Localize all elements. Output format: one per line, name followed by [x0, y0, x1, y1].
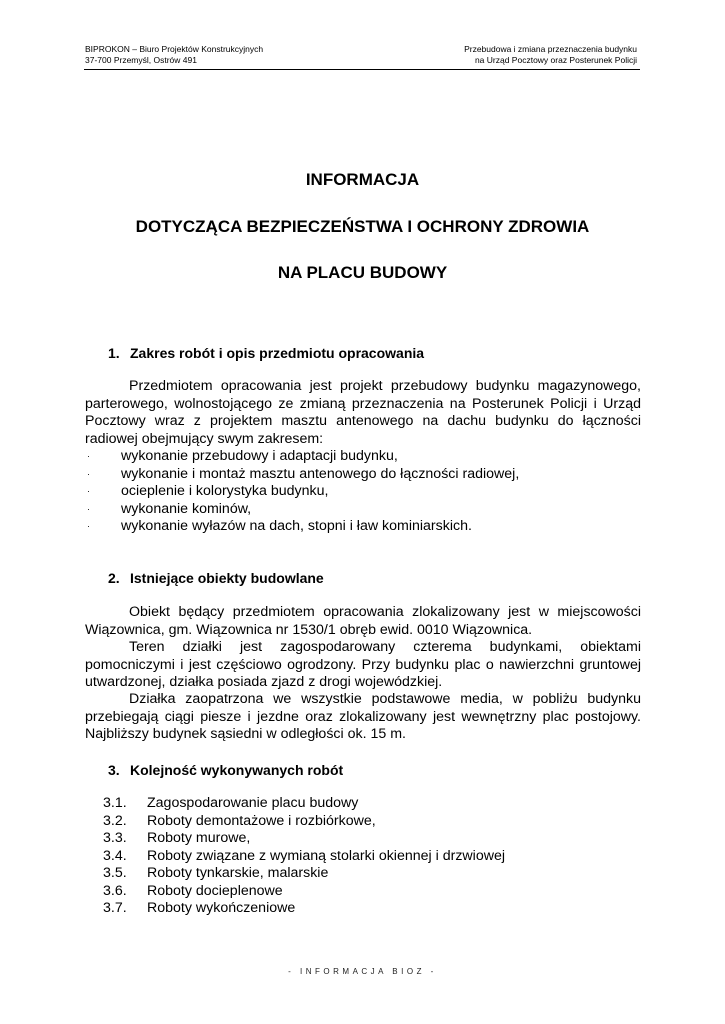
document-subtitle-2: NA PLACU BUDOWY [277, 263, 448, 282]
section-1-number: 1. [108, 345, 120, 361]
header-divider [84, 69, 640, 70]
section-2-number: 2. [108, 570, 120, 586]
list-item: · wykonanie przebudowy i adaptacji budynku, [87, 448, 398, 464]
header-project-line2: na Urząd Pocztowy oraz Posterunek Policji [474, 55, 637, 65]
document-title: INFORMACJA [305, 170, 420, 189]
list-item: 3.6. Roboty docieplenowe [103, 882, 283, 899]
section-2-paragraph-1: Obiekt będący przedmiotem opracowania zlokalizowany jest w miejscowości Wiązownica, gm. Wiązownica nr 1530/1 obręb ewid. 0010 Wiązownica. [85, 604, 641, 638]
header-right [464, 44, 637, 66]
document-subtitle: DOTYCZĄCA BEZPIECZEŃSTWA I OCHRONY ZDROWIA [135, 217, 590, 236]
bullet-icon: · [87, 451, 90, 461]
section-1-bullet-list [85, 448, 519, 536]
section-3-title: Kolejność wykonywanych robót [130, 762, 344, 778]
section-3-numbered-list [103, 795, 505, 918]
section-1-title: Zakres robót i opis przedmiotu opracowania [130, 345, 425, 361]
section-1-text: Przedmiotem opracowania jest projekt przebudowy budynku magazynowego, parterowego, wolnostojącego ze zmianą przeznaczenia na Posterunek Policji i Urząd Pocztowy wraz z projektem masztu antenowego na dachu budynku do łączności radiowej obejmujący swym zakresem: [85, 378, 641, 447]
header-project-line1: Przebudowa i zmiana przeznaczenia budynku [464, 44, 637, 54]
section-2-heading [108, 570, 324, 586]
list-item: 3.2. Roboty demontażowe i rozbiórkowe, [103, 812, 376, 829]
section-3-heading [108, 762, 343, 778]
bullet-icon: · [87, 503, 90, 514]
section-2-paragraph-3: Działka zaopatrzona we wszystkie podstawowe media, w pobliżu budynku przebiegają ciągi piesze i jezdne oraz zlokalizowany jest wewnętrzny plac postojowy. Najbliższy budynek sąsiedni w odległości ok. 15 m. [85, 691, 641, 742]
list-item: · ocieplenie i kolorystyka budynku, [87, 483, 329, 499]
list-item: 3.7. Roboty wykończeniowe [103, 900, 296, 916]
list-item: · wykonanie i montaż masztu antenowego do łączności radiowej, [87, 465, 520, 482]
bullet-icon: · [87, 468, 90, 479]
list-item: 3.1. Zagospodarowanie placu budowy [103, 795, 359, 811]
header-left [85, 44, 263, 66]
section-3-number: 3. [108, 762, 120, 778]
bullet-icon: · [87, 486, 90, 496]
list-item: · wykonanie kominów, [87, 500, 252, 517]
list-item: 3.5. Roboty tynkarskie, malarskie [103, 865, 329, 881]
header-address: 37-700 Przemyśl, Ostrów 491 [85, 55, 197, 65]
section-1-heading [108, 345, 424, 361]
section-2-paragraph-2: Teren działki jest zagospodarowany czterema budynkami, obiektami pomocniczymi i jest częściowo ogrodzony. Przy budynku plac o nawierzchni gruntowej utwardzonej, działka posiada zjazd z drogi wojewódzkiej. [85, 639, 641, 690]
bullet-icon: · [87, 521, 90, 531]
page-footer: - INFORMACJA BIOZ - [288, 967, 437, 976]
section-2-title: Istniejące obiekty budowlane [130, 570, 324, 586]
list-item: · wykonanie wyłazów na dach, stopni i ław kominiarskich. [87, 518, 472, 534]
list-item: 3.4. Roboty związane z wymianą stolarki okiennej i drzwiowej [103, 847, 505, 864]
section-1-paragraph [85, 378, 641, 448]
list-item: 3.3. Roboty murowe, [103, 830, 251, 846]
header-company: BIPROKON – Biuro Projektów Konstrukcyjnych [85, 44, 264, 54]
